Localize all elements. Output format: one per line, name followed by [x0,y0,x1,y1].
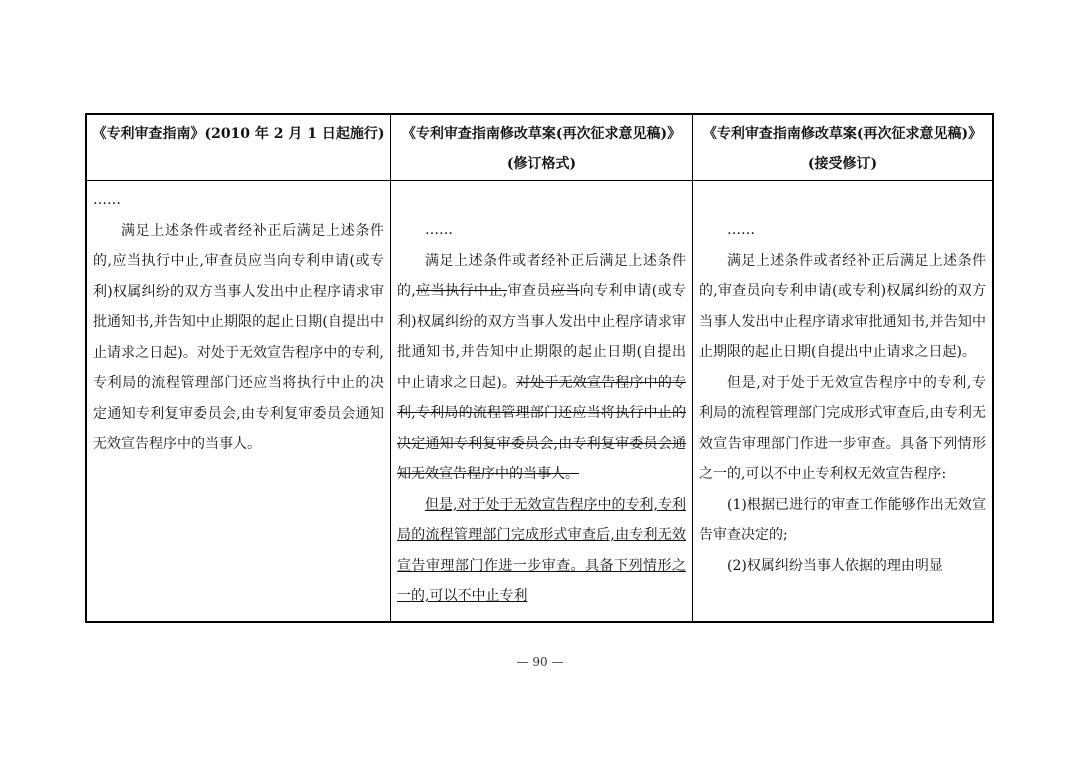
paragraph-accepted-1: 满足上述条件或者经补正后满足上述条件的,审查员向专利申请(或专利)权属纠纷的双方当事人发出中止程序请求审批通知书,并告知中止期限的起止日期(自提出中止请求之日起)。 [699,252,986,360]
header-col-tracked: 《专利审查指南修改草案(再次征求意见稿)》(修订格式) [391,115,693,181]
text-segment: 向专利申请(或专利)权属纠纷的双方当事人发出中止程序请求审批通知书,并告知中止期限的起止日期(自提出中止请求之日起)。 [397,283,687,391]
header-col-original: 《专利审查指南》(2010 年 2 月 1 日起施行) [87,115,391,181]
col-original-body [87,181,391,621]
ellipsis: …… [425,222,453,238]
col-accepted-body [693,181,992,621]
paragraph-accepted-3: (1)根据已进行的审查工作能够作出无效宣告审查决定的; [699,496,986,543]
paragraph-inserted [397,490,686,612]
text-segment: 审查员 [507,283,551,299]
text-segment: 满足上述条件或者经补正后满足上述条件的, [397,252,686,299]
deleted-text: 应当执行中止, [415,283,508,299]
deleted-text: 应当 [550,283,580,299]
paragraph-original: 满足上述条件或者经补正后满足上述条件的,应当执行中止,审查员应当向专利申请(或专利)权属纠纷的双方当事人发出中止程序请求审批通知书,并告知中止期限的起止日期(自提出中止请求之日起)。对处于无效宣告程序中的专利,专利局的流程管理部门还应当将执行中止的决定通知专利复审委员会,由专利复审委员会通知无效宣告程序中的当事人。 [93,222,384,452]
paragraph-accepted-2: 但是,对于处于无效宣告程序中的专利,专利局的流程管理部门完成形式审查后,由专利无效宣告审理部门作进一步审查。具备下列情形之一的,可以不中止专利权无效宣告程序: [699,374,986,482]
ellipsis: …… [93,192,121,208]
ellipsis: …… [727,222,755,238]
header-col-accepted: 《专利审查指南修改草案(再次征求意见稿)》(接受修订) [693,115,992,181]
paragraph-accepted-4: (2)权属纠纷当事人依据的理由明显 [727,557,943,574]
deleted-text: 对处于无效宣告程序中的专利,专利局的流程管理部门还应当将执行中止的决定通知专利复审委员会,由专利复审委员会通知无效宣告程序中的当事人。 [397,374,687,482]
paragraph-tracked [397,246,686,490]
inserted-text: 但是,对于处于无效宣告程序中的专利,专利局的流程管理部门完成形式审查后,由专利无效宣告审理部门作进一步审查。具备下列情形之一的,可以不中止专利 [397,496,686,604]
page-number: — 90 — [516,655,564,669]
col-tracked-body [391,181,693,621]
comparison-table [85,113,994,623]
